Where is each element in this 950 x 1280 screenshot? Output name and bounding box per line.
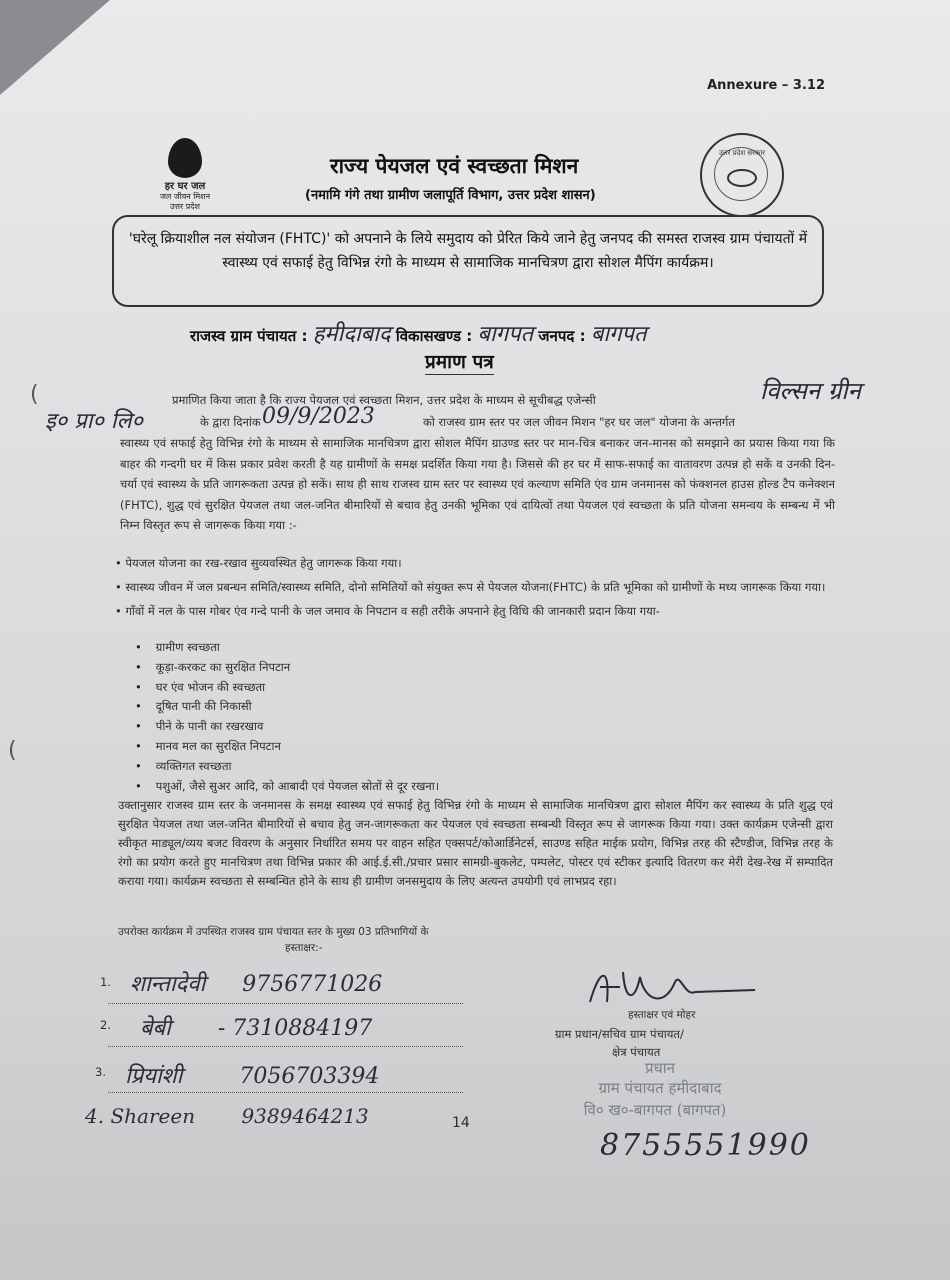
program-box: 'घरेलू क्रियाशील नल संयोजन (FHTC)' को अपनाने के लिये समुदाय को प्रेरित किये जाने हेतु जनपद की समस्त राजस्व ग्राम पंचायतों में स्वास्थ्य एवं सफाई हेतु विभिन्न रंगो के माध्यम से सामाजिक मानचित्रण द्वारा सोशल मैपिंग कार्यक्रम। <box>112 215 824 307</box>
panchayat-value: हमीदाबाद <box>312 322 391 347</box>
official-designation-2: क्षेत्र पंचायत <box>612 1045 661 1059</box>
participant-name: Shareen <box>110 1104 196 1128</box>
intro-line2b: को राजस्व ग्राम स्तर पर जल जीवन मिशन "हर घर जल" योजना के अन्तर्गत <box>423 415 735 429</box>
agency-suffix-handwritten: इ० प्रा० लि० <box>45 409 143 434</box>
participant-number: 1. <box>100 975 111 989</box>
participant-number: 3. <box>95 1065 106 1079</box>
emblem-text: उत्तर प्रदेश सरकार <box>718 149 766 157</box>
list-item: • पशुओं, जैसे सुअर आदि, को आबादी एवं पेयजल स्रोतों से दूर रखना। <box>135 777 439 797</box>
bullet-list <box>115 553 835 621</box>
page-title: राज्य पेयजल एवं स्वच्छता मिशन <box>330 154 579 178</box>
list-item: • मानव मल का सुरक्षित निपटान <box>135 737 439 757</box>
district-label: जनपद : <box>538 327 586 345</box>
list-item: • पेयजल योजना का रख-रखाव सुव्यवस्थित हेतु जागरूक किया गया। <box>115 556 402 570</box>
logo-line2: जल जीवन मिशन <box>159 192 211 201</box>
stamp-line3: वि० ख०-बागपत (बागपत) <box>583 1101 727 1119</box>
conclusion-paragraph: उक्तानुसार राजस्व ग्राम स्तर के जनमानस के समक्ष स्वास्थ्य एवं सफाई हेतु विभिन्न रंगो के माध्यम से सामाजिक मानचित्रण द्वारा सोशल मैपिंग कर स्वास्थ्य के प्रति शुद्ध एवं सुरक्षित पेयजल तथा जल-जनित बीमारियों से बचाव हेतु जन-जागरूकता कर पेयजल एवं स्वच्छता सम्बन्धी विस्तृत रूप से जागरूक किया गया। उक्त कार्यक्रम एजेन्सी द्वारा स्वीकृत माड्यूल/व्यय बजट विवरण के अनुसार निर्धारित समय पर वाहन सहित एक्सपर्ट/कोआर्डिनेटर्स, साउण्ड सहित माईक प्रयोग, विभिन्न तरह की स्टैण्डीज, विभिन्न तरह के रंगो का प्रयोग करते हुए मानचित्रण तथा विभिन्न प्रकार की आई.ई.सी./प्रचार प्रसार सामग्री-बुकलेट, पम्पलेट, पोस्टर एवं स्टीकर इत्यादि वितरण कर मेरी देख-रेख में सम्पादित कराया गया। कार्यक्रम स्वच्छता से सम्बन्धित होने के साथ ही ग्रामीण जनसमुदाय के लिए अत्यन्त उपयोगी एवं लाभप्रद रहा। <box>118 798 833 888</box>
agency-name-handwritten: विल्सन ग्रीन <box>760 377 861 405</box>
participants-signature-label: हस्ताक्षर:- <box>285 942 323 954</box>
logo-line1: हर घर जल <box>164 181 206 192</box>
list-item: • दूषित पानी की निकासी <box>135 697 439 717</box>
official-phone-handwritten: 8755551990 <box>600 1128 811 1163</box>
list-item: • व्यक्तिगत स्वच्छता <box>135 757 439 777</box>
location-fields <box>190 318 647 348</box>
page-subtitle: (नमामि गंगे तथा ग्रामीण जलापूर्ति विभाग, उत्तर प्रदेश शासन) <box>305 188 596 203</box>
participant-number: 4. <box>85 1104 105 1128</box>
participant-phone: - 7310884197 <box>217 1016 373 1041</box>
participant-number: 2. <box>100 1018 111 1032</box>
list-item: • कूड़ा-करकट का सुरक्षित निपटान <box>135 658 439 678</box>
participant-phone: 9389464213 <box>241 1104 369 1128</box>
intro-paragraph: स्वास्थ्य एवं सफाई हेतु विभिन्न रंगो के माध्यम से सामाजिक मानचित्रण द्वारा सोशल मैपिंग ग्राउण्ड स्तर पर मान-चित्र बनाकर जन-मानस को समझाने का प्रयास किया गया कि बाहर की गन्दगी घर में किस प्रकार प्रवेश करती है यह ग्रामीणों के समक्ष प्रदर्शित किया गया है। जिससे की हर घर में साफ-सफाई का वातावरण उत्पन्न हो सकें व उनकी दिन-चर्या एवं स्वास्थ्य के प्रति जागरूकता उत्पन्न हो सकें। साथ ही साथ राजस्व ग्राम स्तर पर स्वास्थ्य एवं कल्याण समिति एंव ग्राम जनमानस को फंक्शनल हाउस होल्ड टैप कनेक्शन (FHTC), शुद्ध एवं सुरक्षित पेयजल तथा जल-जनित बीमारियों से बचाव हेतु उनकी भूमिका एवं दायित्वों तथा पेयजल एवं स्वच्छता के प्रति योजना समन्वय के सम्बन्ध में भी निम्न विस्तृत रूप से जागरूक किया गया :- <box>120 436 835 532</box>
district-value: बागपत <box>590 322 647 347</box>
margin-bracket-mark: ( <box>8 738 17 763</box>
official-sign-label: हस्ताक्षर एवं मोहर <box>628 1009 696 1021</box>
list-item: • घर एंव भोजन की स्वच्छता <box>135 678 439 698</box>
jal-jeevan-mission-logo <box>150 138 220 212</box>
water-drop-tap-icon <box>168 138 202 178</box>
block-label: विकासखण्ड : <box>395 327 473 345</box>
participant-name: बेबी <box>140 1016 171 1041</box>
stamp-line2: ग्राम पंचायत हमीदाबाद <box>598 1079 722 1097</box>
up-state-emblem-icon <box>700 133 784 217</box>
logo-line3: उत्तर प्रदेश <box>170 202 200 211</box>
participant-name: प्रियांशी <box>125 1064 183 1089</box>
block-value: बागपत <box>477 322 534 347</box>
participants-intro: उपरोक्त कार्यक्रम में उपस्थित राजस्व ग्राम पंचायत स्तर के मुख्य 03 प्रतिभागियों के <box>118 926 429 938</box>
date-handwritten: 09/9/2023 <box>262 404 375 429</box>
annexure-label: Annexure – 3.12 <box>707 78 825 93</box>
folded-corner <box>0 0 110 95</box>
stamp-line1: प्रधान <box>645 1059 675 1077</box>
list-item: • गाँवों में नल के पास गोबर एंव गन्दे पानी के जल जमाव के निपटान व सही तरीके अपनाने हेतु विधि की जानकारी प्रदान किया गया- <box>115 604 660 618</box>
panchayat-label: राजस्व ग्राम पंचायत : <box>190 327 308 345</box>
participant-row <box>85 1104 369 1128</box>
participant-row <box>130 968 382 998</box>
participant-phone: 7056703394 <box>239 1064 380 1089</box>
certificate-title: प्रमाण पत्र <box>425 348 494 375</box>
list-item: • स्वास्थ्य जीवन में जल प्रबन्धन समिति/स्वास्थ्य समिति, दोनो समितियों को संयुक्त रूप से पेयजल योजना(FHTC) के प्रति भूमिका को ग्रामीणों के मध्य जागरूक किया गया। <box>115 580 826 594</box>
page-number: 14 <box>452 1115 470 1131</box>
margin-bracket-mark: ( <box>30 382 39 407</box>
hygiene-items-list <box>135 638 439 796</box>
list-item: • पीने के पानी का रखरखाव <box>135 717 439 737</box>
intro-line2a: के द्वारा दिनांक <box>200 415 261 429</box>
participant-row <box>140 1012 372 1042</box>
participant-name: शान्तादेवी <box>130 972 206 997</box>
intro-line1: प्रमाणित किया जाता है कि राज्य पेयजल एवं स्वच्छता मिशन, उत्तर प्रदेश के माध्यम से सूचीबद्ध एजेन्सी <box>172 393 596 407</box>
participant-row <box>125 1060 379 1090</box>
participant-phone: 9756771026 <box>242 972 383 997</box>
list-item: • ग्रामीण स्वच्छता <box>135 638 439 658</box>
official-designation: ग्राम प्रधान/सचिव ग्राम पंचायत/ <box>555 1027 684 1041</box>
